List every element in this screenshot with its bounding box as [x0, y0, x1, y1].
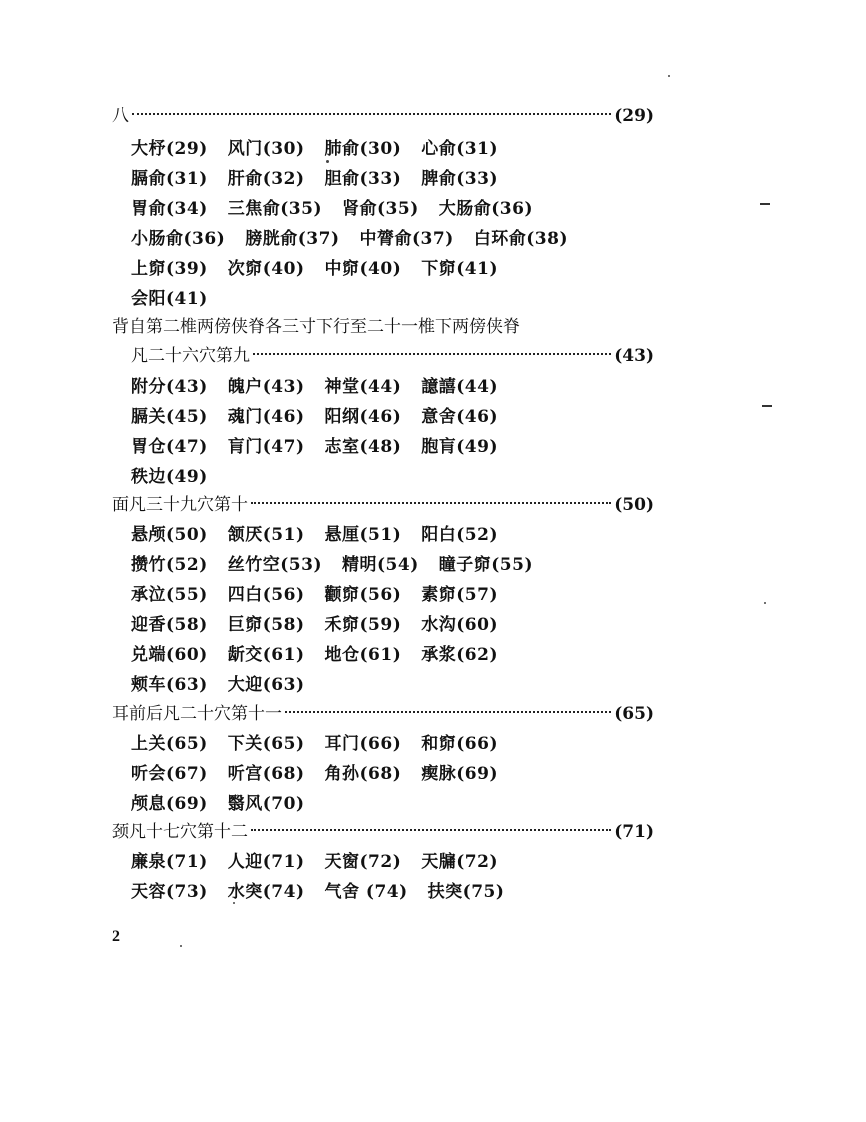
acupoint-entry: 魂门(46) [227, 407, 305, 427]
toc-entry-title: 面凡三十九穴第十 [112, 495, 248, 515]
acupoint-entry: 听会(67) [131, 764, 208, 784]
dot-leader [251, 829, 611, 831]
acupoint-entry: 中膂俞(37) [359, 229, 454, 249]
page-number: 2 [112, 928, 120, 945]
scan-speck [180, 945, 182, 947]
acupoint-entry: 膈关(45) [131, 407, 208, 427]
acupoint-entry: 禾窌(59) [324, 615, 402, 635]
acupoint-entry: 志室(48) [324, 437, 402, 457]
acupoint-entry: 精明(54) [342, 555, 419, 575]
acupoint-entry: 丝竹空(53) [227, 555, 322, 575]
acupoint-entry: 颔厌(51) [227, 525, 305, 545]
acupoint-row [131, 284, 228, 314]
acupoint-entry: 肓门(47) [227, 437, 305, 457]
toc-entry-section-12 [112, 817, 654, 847]
acupoint-row [131, 729, 518, 759]
toc-entry-page: (43) [614, 346, 654, 366]
acupoint-entry: 攒竹(52) [131, 555, 208, 575]
acupoint-entry: 上窌(39) [131, 259, 208, 279]
toc-entry-title: 八 [112, 106, 129, 126]
acupoint-entry: 地仓(61) [324, 645, 402, 665]
acupoint-entry: 胆俞(33) [324, 169, 402, 189]
acupoint-entry: 气舍 (74) [324, 882, 408, 902]
acupoint-entry: 白环俞(38) [473, 229, 568, 249]
acupoint-entry: 天牖(72) [421, 852, 498, 872]
acupoint-entry: 肺俞(30) [324, 139, 402, 159]
acupoint-row [131, 254, 518, 284]
acupoint-entry: 瞳子窌(55) [438, 555, 533, 575]
acupoint-entry: 会阳(41) [131, 289, 208, 309]
acupoint-entry: 阳纲(46) [324, 407, 402, 427]
toc-entry-section-11 [112, 699, 654, 729]
toc-entry-title: 凡二十六穴第九 [131, 346, 250, 366]
acupoint-entry: 意舍(46) [421, 407, 498, 427]
acupoint-row [131, 847, 518, 877]
acupoint-entry: 胃俞(34) [131, 199, 208, 219]
toc-entry-section-8 [112, 101, 654, 131]
acupoint-entry: 颅息(69) [131, 794, 208, 814]
dot-leader [285, 711, 611, 713]
acupoint-entry: 心俞(31) [421, 139, 498, 159]
scan-speck [233, 902, 235, 904]
acupoint-entry: 次窌(40) [227, 259, 305, 279]
acupoint-entry: 龂交(61) [227, 645, 305, 665]
acupoint-entry: 水突(74) [227, 882, 305, 902]
acupoint-entry: 四白(56) [227, 585, 305, 605]
acupoint-entry: 天窗(72) [324, 852, 402, 872]
acupoint-entry: 天容(73) [131, 882, 208, 902]
acupoint-entry: 廉泉(71) [131, 852, 208, 872]
toc-entry-title: 颈凡十七穴第十二 [112, 822, 248, 842]
acupoint-row [131, 134, 518, 164]
acupoint-entry: 小肠俞(36) [131, 229, 226, 249]
dot-leader [251, 502, 611, 504]
acupoint-row [131, 877, 524, 907]
toc-entry-page: (71) [614, 822, 654, 842]
section-heading: 背自第二椎两傍侠脊各三寸下行至二十一椎下两傍侠脊 [112, 317, 520, 337]
acupoint-row [131, 432, 518, 462]
acupoint-entry: 脾俞(33) [421, 169, 498, 189]
acupoint-entry: 翳风(70) [227, 794, 305, 814]
acupoint-row [131, 759, 518, 789]
acupoint-entry: 上关(65) [131, 734, 208, 754]
acupoint-entry: 魄户(43) [227, 377, 305, 397]
acupoint-entry: 下窌(41) [421, 259, 498, 279]
toc-entry-page: (29) [614, 106, 654, 126]
acupoint-entry: 水沟(60) [421, 615, 498, 635]
scan-speck [326, 160, 329, 163]
acupoint-entry: 迎香(58) [131, 615, 208, 635]
acupoint-entry: 下关(65) [227, 734, 305, 754]
acupoint-entry: 承浆(62) [421, 645, 498, 665]
acupoint-row [131, 224, 588, 254]
acupoint-row [131, 194, 553, 224]
acupoint-entry: 阳白(52) [421, 525, 498, 545]
acupoint-entry: 大迎(63) [227, 675, 305, 695]
acupoint-entry: 膀胱俞(37) [245, 229, 340, 249]
acupoint-entry: 秩边(49) [131, 467, 208, 487]
dot-leader [132, 113, 611, 115]
acupoint-entry: 风门(30) [227, 139, 305, 159]
acupoint-entry: 胃仓(47) [131, 437, 208, 457]
acupoint-entry: 巨窌(58) [227, 615, 305, 635]
acupoint-entry: 譩譆(44) [421, 377, 498, 397]
scan-mark [760, 203, 770, 205]
acupoint-row [131, 640, 518, 670]
acupoint-entry: 悬厘(51) [324, 525, 402, 545]
acupoint-entry: 耳门(66) [324, 734, 402, 754]
acupoint-row [131, 164, 518, 194]
acupoint-entry: 膈俞(31) [131, 169, 208, 189]
acupoint-row [131, 402, 518, 432]
toc-entry-page: (65) [614, 704, 654, 724]
acupoint-entry: 听宫(68) [227, 764, 305, 784]
acupoint-entry: 角孙(68) [324, 764, 402, 784]
acupoint-entry: 中窌(40) [324, 259, 402, 279]
acupoint-row [131, 520, 518, 550]
acupoint-entry: 和窌(66) [421, 734, 498, 754]
acupoint-row [131, 372, 518, 402]
acupoint-entry: 颧窌(56) [324, 585, 402, 605]
acupoint-row [131, 789, 325, 819]
acupoint-entry: 扶突(75) [427, 882, 505, 902]
acupoint-row [131, 462, 228, 492]
acupoint-row [131, 550, 553, 580]
toc-entry-section-9 [131, 341, 654, 371]
acupoint-entry: 大肠俞(36) [438, 199, 533, 219]
acupoint-entry: 大杼(29) [131, 139, 208, 159]
acupoint-entry: 兑端(60) [131, 645, 208, 665]
acupoint-entry: 人迎(71) [227, 852, 305, 872]
acupoint-row [131, 610, 518, 640]
acupoint-entry: 肝俞(32) [227, 169, 305, 189]
toc-entry-title: 耳前后凡二十穴第十一 [112, 704, 282, 724]
acupoint-entry: 素窌(57) [421, 585, 498, 605]
acupoint-entry: 胞肓(49) [421, 437, 498, 457]
acupoint-entry: 悬颅(50) [131, 525, 208, 545]
toc-entry-page: (50) [614, 495, 654, 515]
acupoint-entry: 瘈脉(69) [421, 764, 498, 784]
scan-speck [668, 75, 670, 77]
acupoint-row [131, 580, 518, 610]
acupoint-entry: 肾俞(35) [342, 199, 419, 219]
acupoint-row [131, 670, 325, 700]
acupoint-entry: 承泣(55) [131, 585, 208, 605]
acupoint-entry: 颊车(63) [131, 675, 208, 695]
acupoint-entry: 附分(43) [131, 377, 208, 397]
scan-speck [764, 602, 766, 604]
scan-mark [762, 405, 772, 407]
acupoint-entry: 三焦俞(35) [227, 199, 322, 219]
toc-entry-section-10 [112, 490, 654, 520]
acupoint-entry: 神堂(44) [324, 377, 402, 397]
dot-leader [253, 353, 611, 355]
